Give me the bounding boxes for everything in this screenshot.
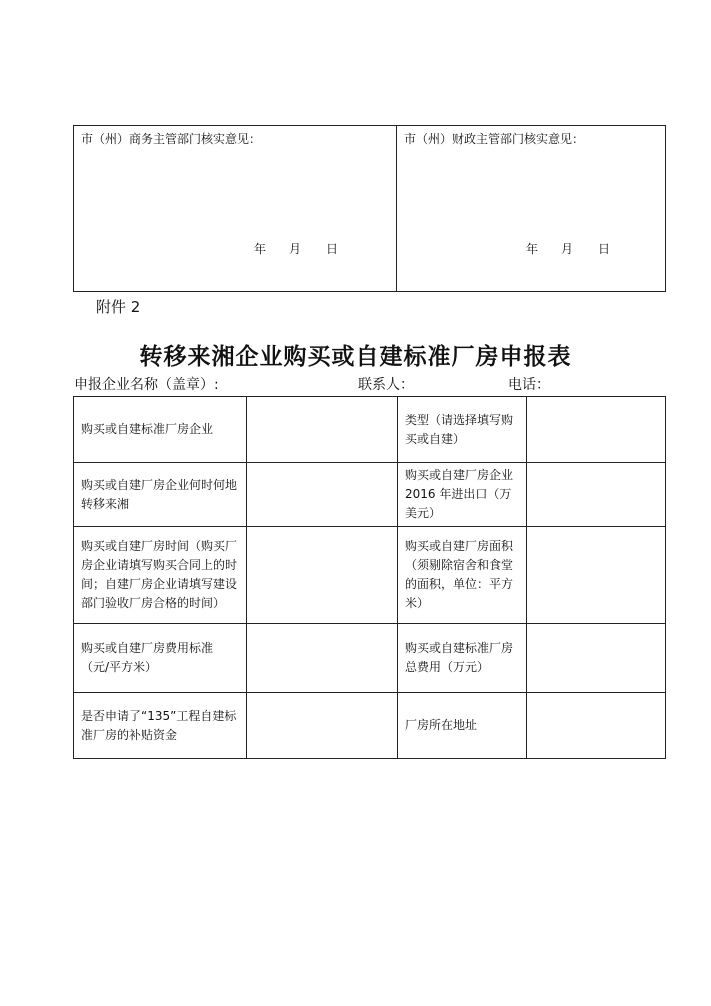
finance-date-month: 月 (561, 242, 574, 256)
value-cell-type[interactable] (527, 397, 666, 463)
row-label-135-subsidy: 是否申请了“135”工程自建标准厂房的补贴资金 (74, 693, 247, 759)
row-label-transfer-time-place: 购买或自建厂房企业何时何地转移来湘 (74, 463, 247, 527)
commerce-date-day: 日 (326, 242, 339, 256)
commerce-date-year: 年 (254, 242, 267, 256)
row-label-type: 类型（请选择填写购买或自建） (398, 397, 527, 463)
table-row (74, 693, 666, 759)
application-form-table (73, 396, 666, 759)
row-label-purchase-build-time: 购买或自建厂房时间（购买厂房企业请填写购买合同上的时间；自建厂房企业请填写建设部门验收厂房合格的时间） (74, 527, 247, 624)
finance-dept-opinion-cell[interactable] (397, 126, 666, 292)
attachment-label: 附件 2 (96, 298, 141, 316)
value-cell-cost-standard[interactable] (247, 624, 398, 693)
value-cell-import-export-2016[interactable] (527, 463, 666, 527)
phone-label: 电话： (508, 377, 550, 393)
form-title: 转移来湘企业购买或自建标准厂房申报表 (139, 343, 572, 370)
row-label-import-export-2016: 购买或自建厂房企业 2016 年进出口（万美元） (398, 463, 527, 527)
table-row (74, 463, 666, 527)
value-cell-factory-address[interactable] (527, 693, 666, 759)
commerce-dept-opinion-cell[interactable] (74, 126, 397, 292)
company-name-label: 申报企业名称（盖章）: (74, 377, 219, 393)
table-row (74, 527, 666, 624)
approval-table (73, 125, 666, 292)
row-label-company: 购买或自建标准厂房企业 (74, 397, 247, 463)
row-label-cost-standard: 购买或自建厂房费用标准（元/平方米） (74, 624, 247, 693)
value-cell-135-subsidy[interactable] (247, 693, 398, 759)
value-cell-total-cost[interactable] (527, 624, 666, 693)
finance-dept-opinion-label: 市（州）财政主管部门核实意见： (404, 132, 585, 146)
commerce-dept-opinion-label: 市（州）商务主管部门核实意见： (81, 132, 262, 146)
contact-person-label: 联系人： (358, 377, 414, 393)
commerce-date-month: 月 (289, 242, 302, 256)
value-cell-company[interactable] (247, 397, 398, 463)
table-row (74, 397, 666, 463)
row-label-factory-area: 购买或自建厂房面积（须剔除宿舍和食堂的面积，单位：平方米） (398, 527, 527, 624)
table-row (74, 624, 666, 693)
row-label-total-cost: 购买或自建标准厂房总费用（万元） (398, 624, 527, 693)
row-label-factory-address: 厂房所在地址 (398, 693, 527, 759)
finance-date-year: 年 (526, 242, 539, 256)
finance-date-day: 日 (598, 242, 611, 256)
value-cell-transfer-time-place[interactable] (247, 463, 398, 527)
value-cell-factory-area[interactable] (527, 527, 666, 624)
value-cell-purchase-build-time[interactable] (247, 527, 398, 624)
